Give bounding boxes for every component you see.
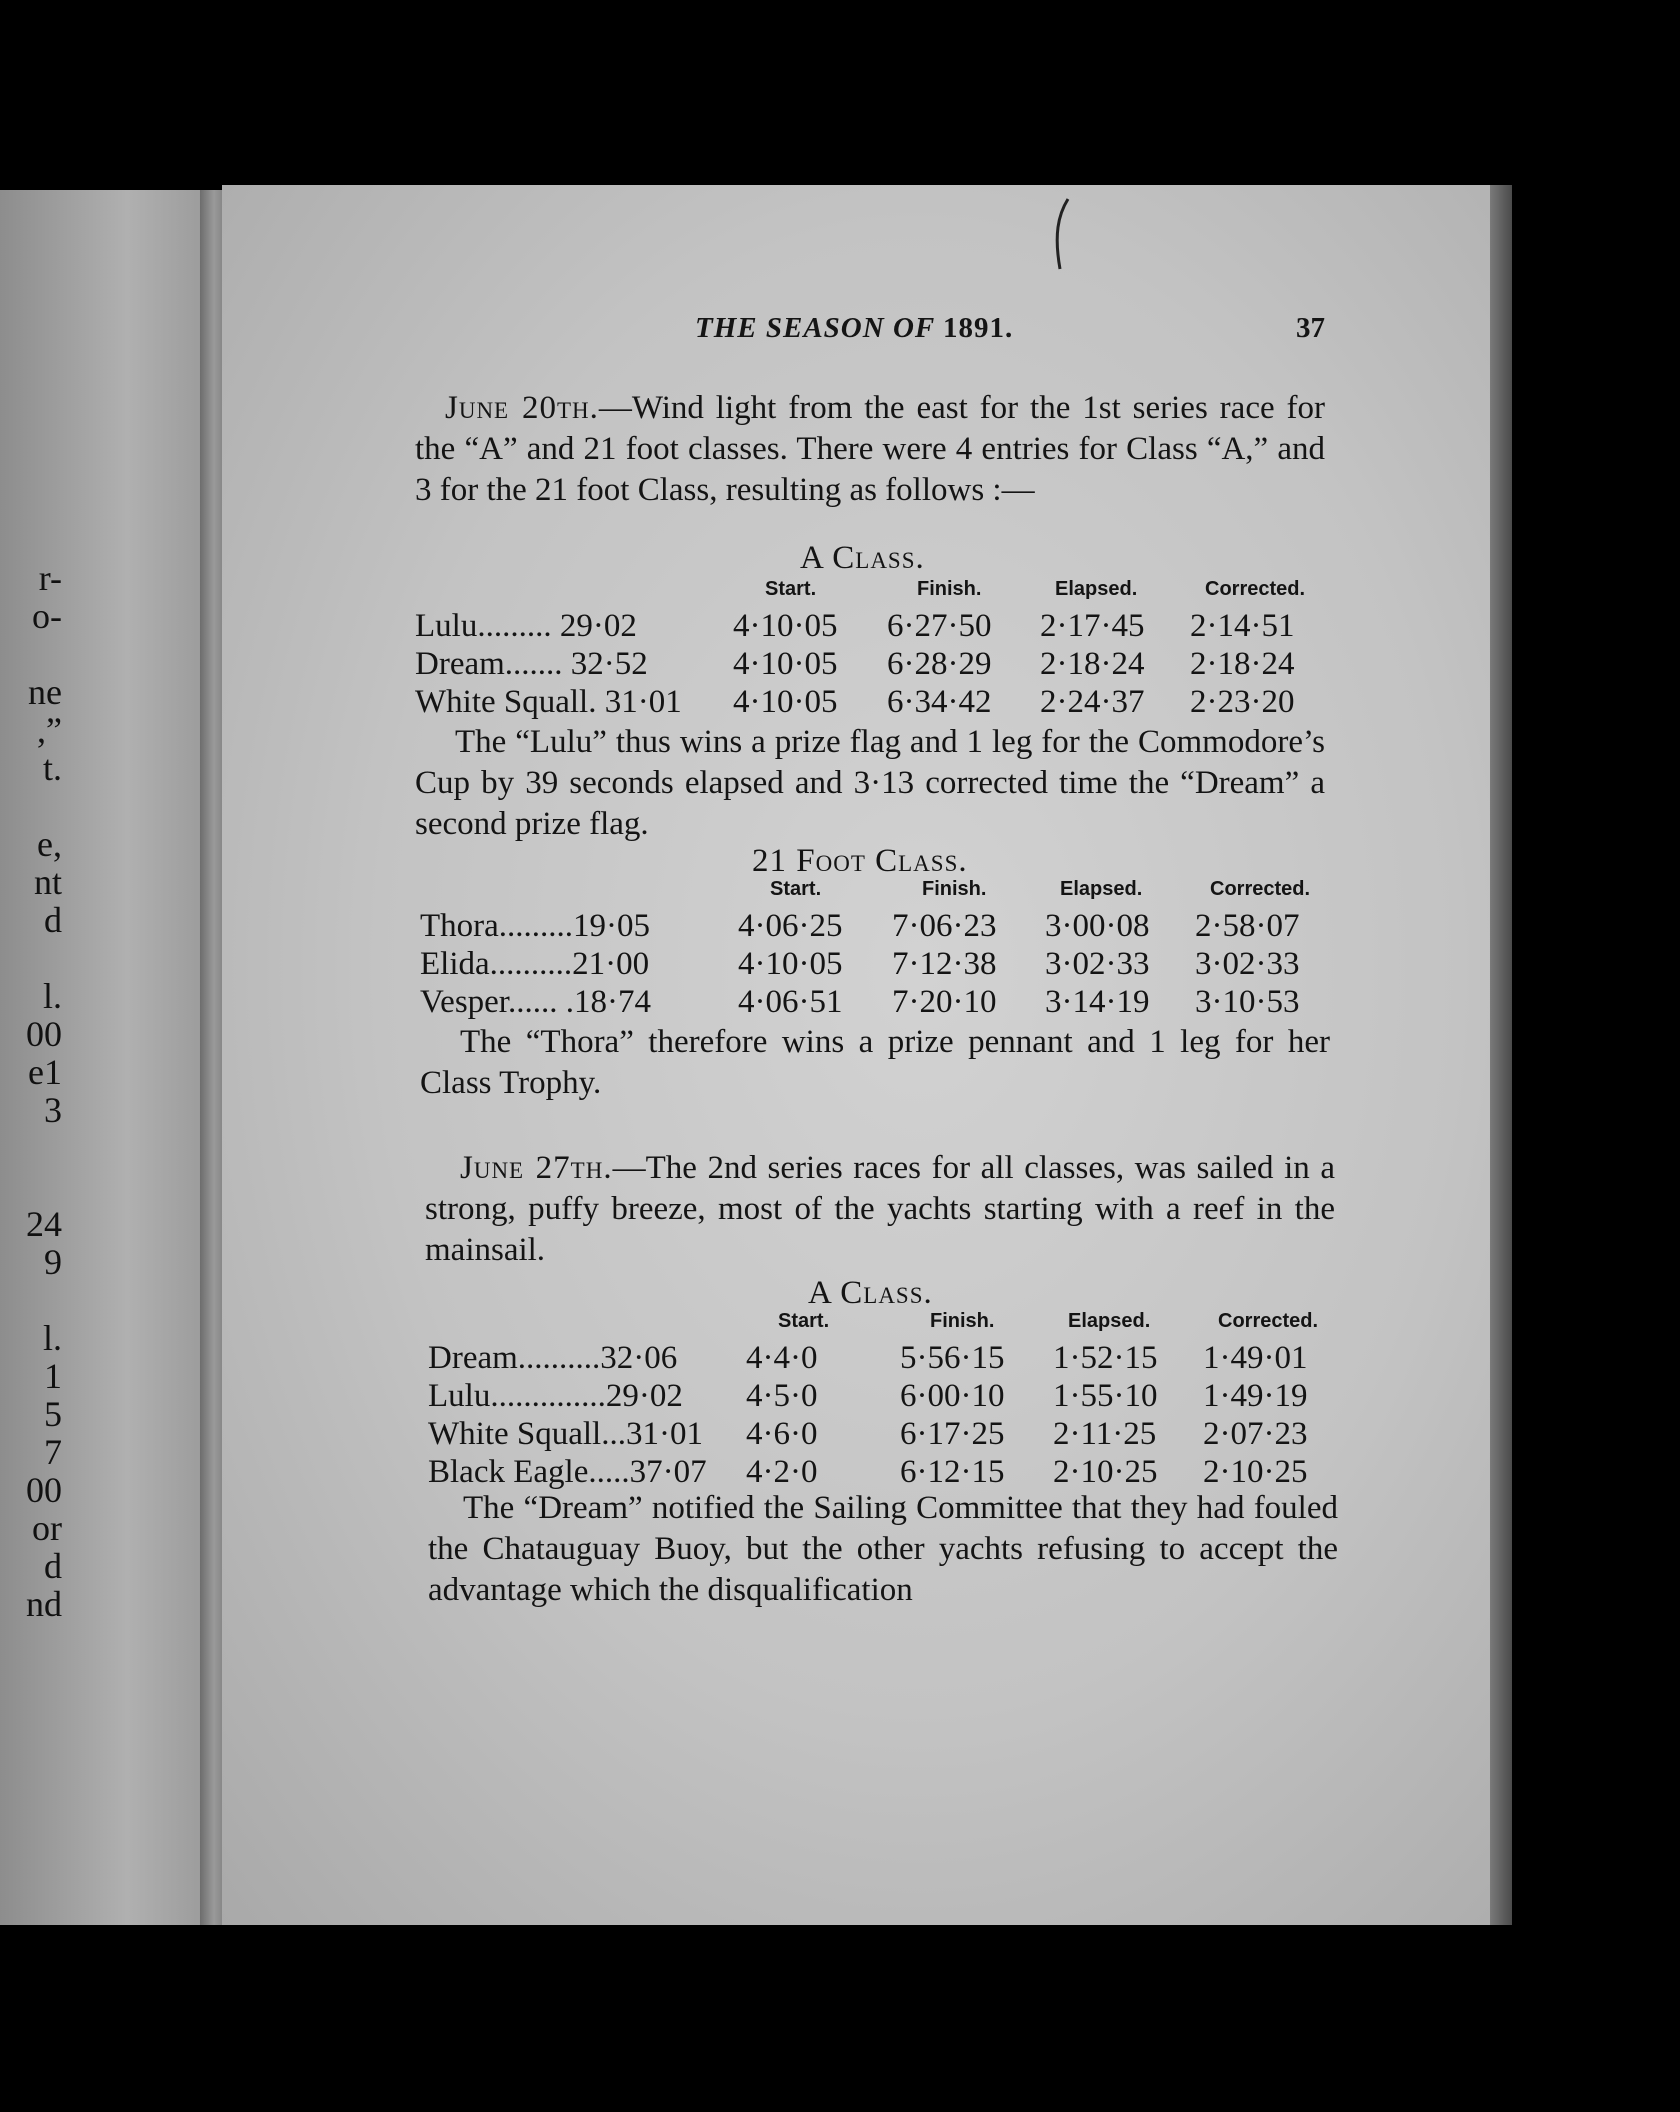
left-page-fragment: 9 [44,1242,62,1282]
table-row: Lulu..............29·02 4·5·0 6·00·10 1·55·10 1·49·19 [428,1378,1308,1414]
s2-a-class-note: The “Dream” notified the Sailing Committee that they had fouled the Chatauguay Buoy, but the other yachts refusing to accept the advantage which the disqualification [428,1490,1338,1608]
left-page-fragment: ,” [37,710,62,750]
page-edge [1490,185,1512,1925]
s1-a-class-column-headers [415,578,1330,608]
col-start: Start. [770,878,822,900]
left-page-fragment: 00 [26,1470,62,1510]
left-page-fragment: o- [32,596,62,636]
left-page-fragment: t. [42,748,62,788]
s1-21-class-table [420,878,1335,1022]
col-corrected: Corrected. [1205,578,1306,600]
left-page-fragment: d [44,900,62,940]
running-header [695,312,1325,356]
left-page-fragment: 7 [44,1432,62,1472]
left-page-fragment: ne [28,672,62,712]
june-20-intro: —Wind light from the east for the 1st series race for the “A” and 21 foot classes. There were 4 entries for Class “A,” and 3 for the 21 foot Class, resulting as follows :— [415,390,1325,508]
col-elapsed: Elapsed. [1060,878,1143,900]
left-page-fragment: 24 [26,1204,62,1244]
left-page-fragment: e1 [28,1052,62,1092]
june-20-paragraph [415,388,1325,511]
table-row: Black Eagle.....37·07 4·2·0 6·12·15 2·10·25 2·10·25 [428,1454,1308,1490]
left-page-fragment: l. [42,1318,62,1358]
s1-a-class-table [415,578,1330,722]
s1-a-class-heading: A Class. [800,540,925,576]
table-row: Thora.........19·05 4·06·25 7·06·23 3·00·08 2·58·07 [420,908,1300,944]
page-number: 37 [1296,312,1325,344]
s1-a-class-note: The “Lulu” thus wins a prize flag and 1 leg for the Commodore’s Cup by 39 seconds elapsed and 3·13 corrected time the “Dream” a second prize flag. [415,724,1325,842]
col-start: Start. [765,578,817,600]
june-27-paragraph [425,1148,1335,1271]
june-27-date: June 27th. [460,1150,613,1186]
col-finish: Finish. [922,878,987,900]
col-elapsed: Elapsed. [1055,578,1138,600]
table-row: Vesper...... .18·74 4·06·51 7·20·10 3·14·19 3·10·53 [420,984,1300,1020]
table-row: White Squall. 31·01 4·10·05 6·34·42 2·24·37 2·23·20 [415,684,1295,720]
left-page-fragment: 5 [44,1394,62,1434]
col-elapsed: Elapsed. [1068,1310,1151,1332]
table-row: White Squall...31·01 4·6·0 6·17·25 2·11·25 2·07·23 [428,1416,1308,1452]
s1-21-class-note: The “Thora” therefore wins a prize pennant and 1 leg for her Class Trophy. [420,1024,1330,1101]
left-page-fragment: e, [37,824,62,864]
table-row: Dream....... 32·52 4·10·05 6·28·29 2·18·24 2·18·24 [415,646,1295,682]
col-finish: Finish. [917,578,982,600]
pencil-mark [1040,195,1080,275]
s2-a-class-column-headers [428,1310,1343,1340]
s1-21-class-heading: 21 Foot Class. [752,843,968,879]
s2-a-class-heading: A Class. [808,1275,933,1311]
june-20-date: June 20th. [445,390,599,426]
left-page-fragment: nt [33,862,62,902]
running-title: THE SEASON OF 1891. [695,312,1014,344]
left-page-fragment: or [32,1508,62,1548]
left-page-fragment: l. [42,976,62,1016]
col-corrected: Corrected. [1210,878,1311,900]
running-title-year: 1891. [942,312,1014,344]
left-page-fragment: 00 [26,1014,62,1054]
col-finish: Finish. [930,1310,995,1332]
left-page-fragment: 1 [44,1356,62,1396]
col-corrected: Corrected. [1218,1310,1319,1332]
table-row: Lulu......... 29·02 4·10·05 6·27·50 2·17·45 2·14·51 [415,608,1295,644]
table-row: Dream..........32·06 4·4·0 5·56·15 1·52·15 1·49·01 [428,1340,1308,1376]
left-page-fragment: r- [38,558,62,598]
table-row: Elida..........21·00 4·10·05 7·12·38 3·02·33 3·02·33 [420,946,1300,982]
col-start: Start. [778,1310,830,1332]
left-page-fragment: d [44,1546,62,1586]
june-27-intro: —The 2nd series races for all classes, was sailed in a strong, puffy breeze, most of the yachts starting with a reef in the mainsail. [425,1150,1335,1268]
s2-a-class-table [428,1310,1343,1492]
left-page-fragment: 3 [44,1090,62,1130]
left-page-fragment: nd [26,1584,62,1624]
s1-21-class-column-headers [420,878,1335,908]
